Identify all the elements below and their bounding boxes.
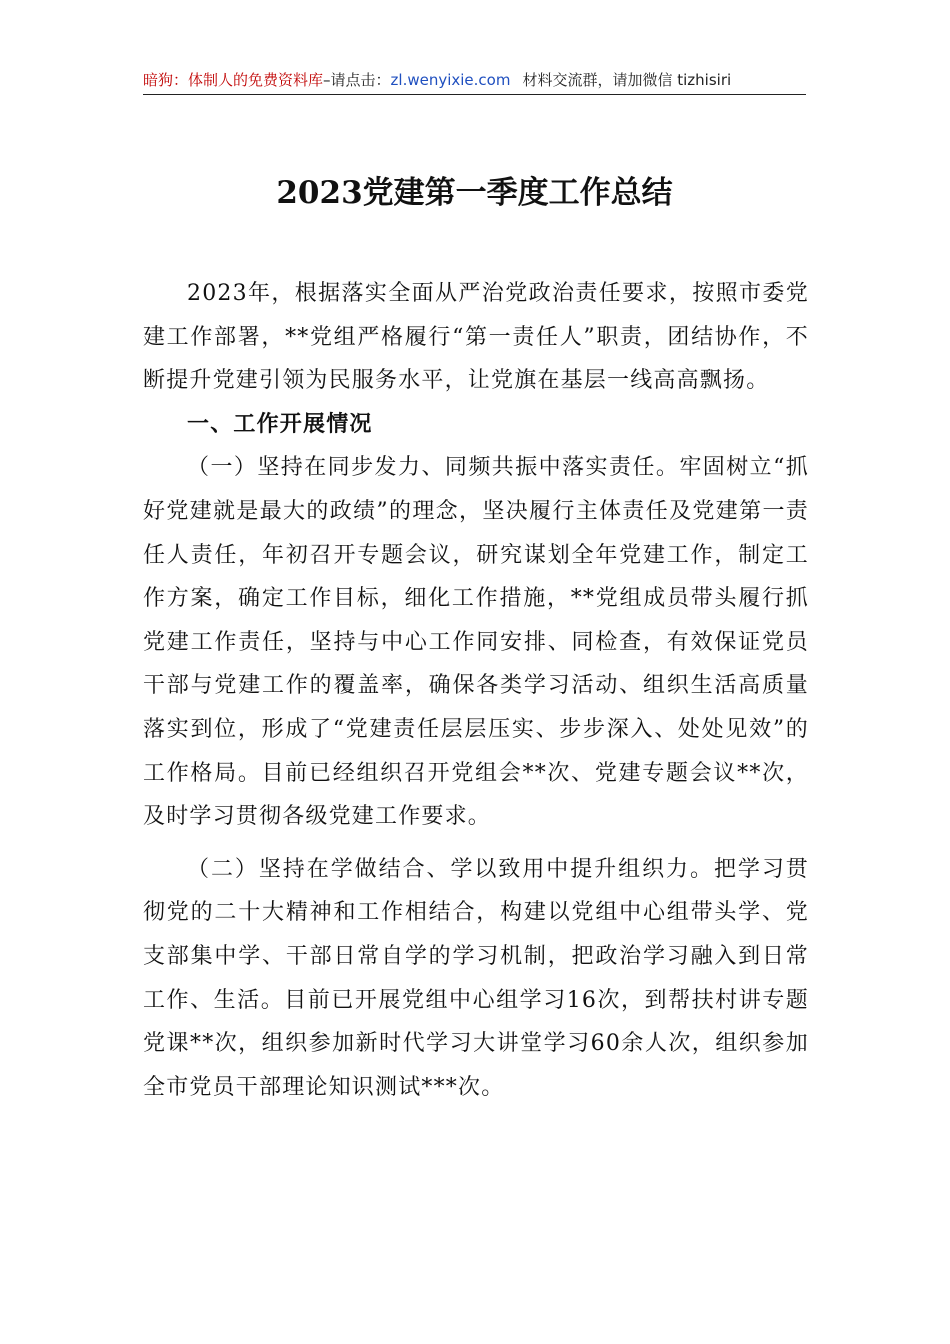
intro-paragraph: 2023年，根据落实全面从严治党政治责任要求，按照市委党建工作部署，**党组严格履行“第一责任人”职责，团结协作，不断提升党建引领为民服务水平，让党旗在基层一线高高飘扬。 [143, 281, 809, 394]
header-prompt: –请点击： [323, 71, 391, 89]
section-heading: 一、工作开展情况 [187, 410, 373, 437]
document-body [143, 272, 809, 1109]
body-paragraph-2: （二）坚持在学做结合、学以致用中提升组织力。把学习贯彻党的二十大精神和工作相结合，构建以党组中心组带头学、党支部集中学、干部日常自学的学习机制，把政治学习融入到日常工作、生活。目前已开展党组中心组学习16次，到帮扶村讲专题党课**次，组织参加新时代学习大讲堂学习60余人次，组织参加全市党员干部理论知识测试***次。 [143, 856, 809, 1100]
body-paragraph-1: （一）坚持在同步发力、同频共振中落实责任。牢固树立“抓好党建就是最大的政绩”的理念，坚决履行主体责任及党建第一责任人责任，年初召开专题会议，研究谋划全年党建工作，制定工作方案，确定工作目标，细化工作措施，**党组成员带头履行抓党建工作责任，坚持与中心工作同安排、同检查，有效保证党员干部与党建工作的覆盖率，确保各类学习活动、组织生活高质量落实到位，形成了“党建责任层层压实、步步深入、处处见效”的工作格局。目前已经组织召开党组会**次、党建专题会议**次，及时学习贯彻各级党建工作要求。 [143, 455, 809, 830]
header-link[interactable]: zl.wenyixie.com [390, 71, 511, 89]
header-brand: 暗狗：体制人的免费资料库 [143, 71, 324, 89]
watermark-header [143, 66, 806, 95]
header-wechat-note: 材料交流群，请加微信 tizhisiri [522, 71, 732, 89]
document-title: 2023党建第一季度工作总结 [276, 175, 673, 211]
